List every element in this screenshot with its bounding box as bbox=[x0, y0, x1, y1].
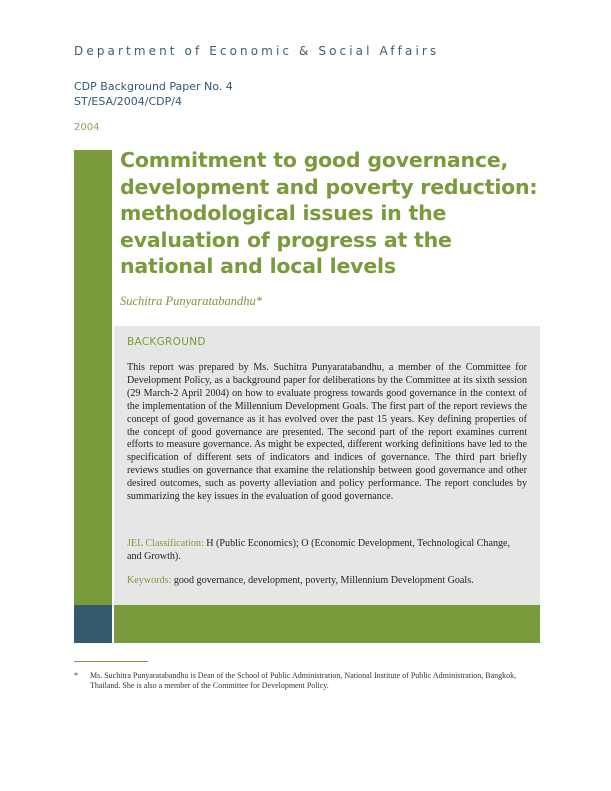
keywords-text: good governance, development, poverty, Millennium Development Goals. bbox=[171, 575, 474, 586]
footnote-mark: * bbox=[74, 671, 78, 680]
author-name: Suchitra Punyaratabandhu* bbox=[120, 294, 263, 308]
decorative-green-bar bbox=[74, 150, 112, 605]
department-header: Department of Economic & Social Affairs bbox=[74, 44, 440, 58]
footnote-rule bbox=[74, 661, 148, 662]
publication-year: 2004 bbox=[74, 122, 100, 133]
keywords bbox=[127, 575, 527, 588]
jel-label: JEL Classification: bbox=[127, 538, 204, 549]
footnote-text: Ms. Suchitra Punyaratabandhu is Dean of the School of Public Administration, National Institute of Public Administration, Bangkok, Thailand. She is also a member of the Committee for Development Policy. bbox=[90, 671, 517, 690]
decorative-green-footer-bar bbox=[114, 605, 540, 643]
jel-text: H (Public Economics); O (Economic Development, Technological Change, and Growth). bbox=[127, 538, 511, 562]
abstract-heading: BACKGROUND bbox=[127, 336, 206, 348]
decorative-blue-block bbox=[74, 605, 112, 643]
abstract-body bbox=[127, 362, 527, 504]
document-code: ST/ESA/2004/CDP/4 bbox=[74, 95, 182, 108]
jel-classification bbox=[127, 538, 527, 564]
paper-number: CDP Background Paper No. 4 bbox=[74, 80, 233, 93]
paper-title: Commitment to good governance, development and poverty reduction: methodological issues in the evaluation of progress at the national and local levels bbox=[120, 148, 538, 278]
keywords-label: Keywords: bbox=[127, 575, 172, 586]
footnote bbox=[74, 671, 544, 691]
abstract-paragraph: This report was prepared by Ms. Suchitra Punyaratabandhu, a member of the Committee for Development Policy, as a background paper for deliberations by the Committee at its sixth session (29 March-2 April 2004) on how to evaluate progress towards good governance in the context of the implementation of the Millennium Development Goals. The first part of the report reviews the concept of good governance as it has evolved over the past 15 years. Key defining properties of the concept of good governance are presented. The second part of the report examines current efforts to measure governance. As might be expected, different working definitions have led to the specification of different sets of indicators and indices of governance. The third part briefly reviews studies on governance that examine the relationship between good governance and other desired outcomes, such as poverty alleviation and policy performance. The report concludes by summarizing the key issues in the evaluation of good governance. bbox=[127, 362, 527, 503]
